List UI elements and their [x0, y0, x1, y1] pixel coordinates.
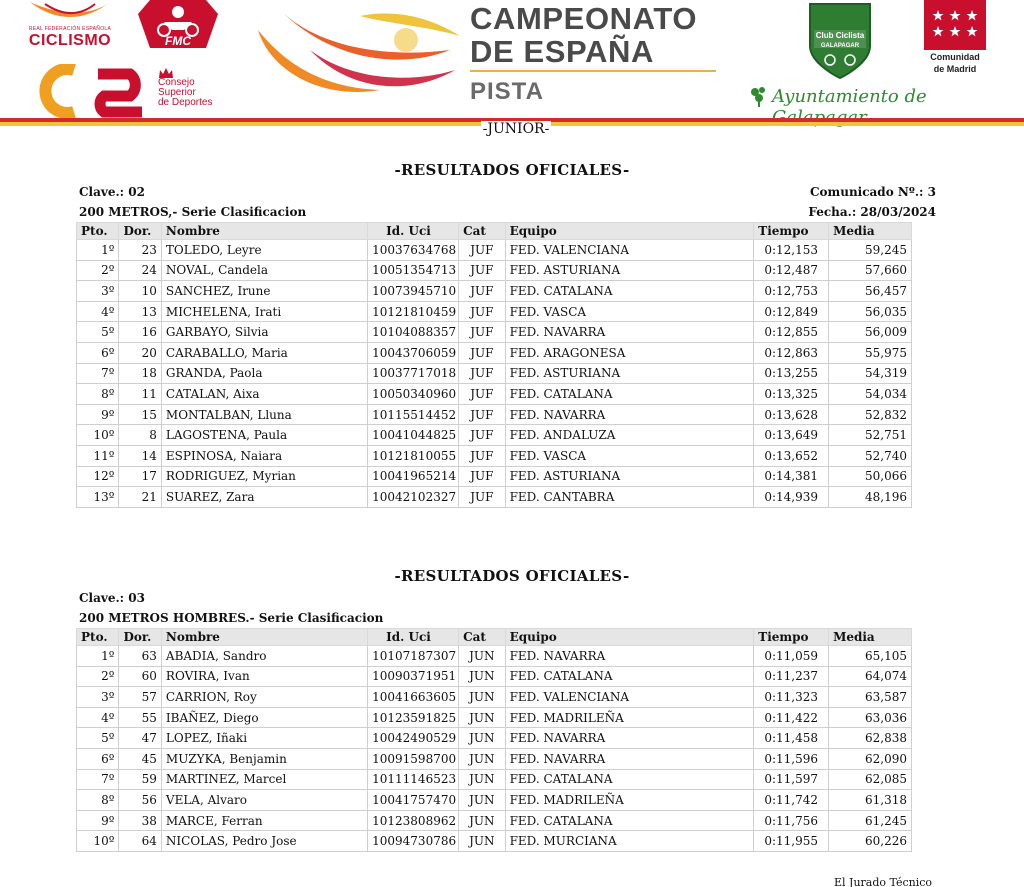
cell-tiempo: 0:11,955	[754, 831, 829, 852]
cell-uci: 10037717018	[368, 363, 459, 384]
cell-cat: JUN	[459, 769, 506, 790]
cell-uci: 10121810459	[368, 301, 459, 322]
cell-uci: 10111146523	[368, 769, 459, 790]
cell-cat: JUF	[459, 240, 506, 261]
table-row	[77, 342, 912, 363]
cell-equipo: FED. CATALANA	[505, 769, 754, 790]
cell-cat: JUF	[459, 404, 506, 425]
table-row	[77, 748, 912, 769]
table-row	[77, 322, 912, 343]
cell-tiempo: 0:13,649	[754, 425, 829, 446]
cell-uci: 10121810055	[368, 445, 459, 466]
cell-dor: 47	[119, 728, 161, 749]
cell-nombre: MUZYKA, Benjamin	[161, 748, 367, 769]
cell-tiempo: 0:13,325	[754, 384, 829, 405]
cell-nombre: MARTINEZ, Marcel	[161, 769, 367, 790]
col-header-uci: Id. Uci	[368, 223, 459, 240]
cell-cat: JUF	[459, 487, 506, 508]
block1-clave: Clave.: 02	[79, 185, 145, 199]
cell-tiempo: 0:12,855	[754, 322, 829, 343]
cell-media: 61,245	[829, 810, 912, 831]
cell-cat: JUN	[459, 728, 506, 749]
cell-tiempo: 0:11,458	[754, 728, 829, 749]
fmc-label: FMC	[165, 34, 191, 48]
cell-tiempo: 0:11,596	[754, 748, 829, 769]
swoosh-icon	[250, 0, 465, 110]
cell-pto: 1º	[77, 240, 119, 261]
cell-dor: 57	[119, 687, 161, 708]
table-row	[77, 646, 912, 667]
cell-dor: 18	[119, 363, 161, 384]
cell-media: 65,105	[829, 646, 912, 667]
cell-media: 48,196	[829, 487, 912, 508]
cell-uci: 10041663605	[368, 687, 459, 708]
col-header-equipo: Equipo	[505, 223, 754, 240]
cell-media: 60,226	[829, 831, 912, 852]
cell-nombre: MONTALBAN, Lluna	[161, 404, 367, 425]
table-row	[77, 707, 912, 728]
cell-nombre: LAGOSTENA, Paula	[161, 425, 367, 446]
cell-equipo: FED. MADRILEÑA	[505, 707, 754, 728]
cell-nombre: CATALAN, Aixa	[161, 384, 367, 405]
cell-equipo: FED. CATALANA	[505, 281, 754, 302]
cell-uci: 10042102327	[368, 487, 459, 508]
col-header-dor: Dor.	[119, 629, 161, 646]
cell-tiempo: 0:12,863	[754, 342, 829, 363]
col-header-tiempo: Tiempo	[754, 629, 829, 646]
block1-prueba: 200 METROS,- Serie Clasificacion	[79, 205, 307, 219]
col-header-nombre: Nombre	[161, 629, 367, 646]
block2-clave: Clave.: 03	[79, 591, 145, 605]
table-row	[77, 728, 912, 749]
rfec-logo	[20, 0, 120, 56]
title-line-2: DE ESPAÑA	[470, 34, 654, 69]
cell-tiempo: 0:12,153	[754, 240, 829, 261]
ayuntamiento-emblem-icon	[748, 84, 770, 108]
club-shield-icon	[806, 0, 874, 82]
cell-uci: 10115514452	[368, 404, 459, 425]
rfec-name: CICLISMO	[28, 32, 112, 49]
cell-equipo: FED. CATALANA	[505, 666, 754, 687]
col-header-dor: Dor.	[119, 223, 161, 240]
cell-uci: 10073945710	[368, 281, 459, 302]
cell-dor: 16	[119, 322, 161, 343]
cell-equipo: FED. CANTABRA	[505, 487, 754, 508]
cell-tiempo: 0:13,255	[754, 363, 829, 384]
cell-equipo: FED. VASCA	[505, 445, 754, 466]
club-line-2: GALAPAGAR	[820, 43, 860, 49]
cell-pto: 12º	[77, 466, 119, 487]
cell-tiempo: 0:11,237	[754, 666, 829, 687]
cell-uci: 10050340960	[368, 384, 459, 405]
cell-tiempo: 0:12,487	[754, 260, 829, 281]
cell-tiempo: 0:14,939	[754, 487, 829, 508]
cell-tiempo: 0:12,753	[754, 281, 829, 302]
cell-nombre: TOLEDO, Leyre	[161, 240, 367, 261]
cell-cat: JUN	[459, 687, 506, 708]
club-ciclista-galapagar-logo	[806, 0, 874, 86]
cell-cat: JUF	[459, 466, 506, 487]
cell-equipo: FED. CATALANA	[505, 384, 754, 405]
block2-prueba: 200 METROS HOMBRES.- Serie Clasificacion	[79, 611, 384, 625]
cell-dor: 17	[119, 466, 161, 487]
ayuntamiento-galapagar: Ayuntamiento de	[772, 86, 927, 107]
cell-tiempo: 0:13,628	[754, 404, 829, 425]
csd-line: Superior	[158, 87, 196, 98]
cell-dor: 21	[119, 487, 161, 508]
title-line-1: CAMPEONATO	[470, 1, 698, 36]
cell-equipo: FED. ASTURIANA	[505, 260, 754, 281]
cell-nombre: ABADIA, Sandro	[161, 646, 367, 667]
cell-media: 50,066	[829, 466, 912, 487]
category-label	[0, 121, 1024, 137]
table-row	[77, 445, 912, 466]
cell-cat: JUN	[459, 646, 506, 667]
table-row	[77, 687, 912, 708]
cell-equipo: FED. ANDALUZA	[505, 425, 754, 446]
cell-dor: 55	[119, 707, 161, 728]
cm-label-1: Comunidad	[930, 52, 980, 62]
cell-uci: 10043706059	[368, 342, 459, 363]
cell-tiempo: 0:14,381	[754, 466, 829, 487]
table-row	[77, 404, 912, 425]
cell-uci: 10123591825	[368, 707, 459, 728]
cell-cat: JUN	[459, 831, 506, 852]
cell-dor: 13	[119, 301, 161, 322]
cell-cat: JUN	[459, 790, 506, 811]
cell-media: 54,034	[829, 384, 912, 405]
cell-pto: 5º	[77, 728, 119, 749]
cell-nombre: GARBAYO, Silvia	[161, 322, 367, 343]
cell-uci: 10107187307	[368, 646, 459, 667]
cell-pto: 8º	[77, 790, 119, 811]
comunidad-madrid-logo	[922, 0, 988, 74]
cell-nombre: ESPINOSA, Naiara	[161, 445, 367, 466]
cell-uci: 10037634768	[368, 240, 459, 261]
cell-equipo: FED. NAVARRA	[505, 728, 754, 749]
document-header	[0, 0, 1024, 128]
cell-dor: 38	[119, 810, 161, 831]
rfec-small-label: REAL FEDERACIÓN ESPAÑOLA	[28, 26, 112, 32]
cell-equipo: FED. ASTURIANA	[505, 363, 754, 384]
cell-nombre: NOVAL, Candela	[161, 260, 367, 281]
table-header-row	[77, 223, 912, 240]
table-row	[77, 810, 912, 831]
madrid-flag-icon	[924, 0, 986, 50]
cell-media: 52,740	[829, 445, 912, 466]
col-header-media: Media	[829, 629, 912, 646]
cell-uci: 10104088357	[368, 322, 459, 343]
cell-tiempo: 0:12,849	[754, 301, 829, 322]
table-row	[77, 260, 912, 281]
cell-pto: 11º	[77, 445, 119, 466]
table-row	[77, 425, 912, 446]
cell-nombre: NICOLAS, Pedro Jose	[161, 831, 367, 852]
cell-dor: 63	[119, 646, 161, 667]
cell-dor: 56	[119, 790, 161, 811]
cell-media: 56,457	[829, 281, 912, 302]
cell-pto: 9º	[77, 810, 119, 831]
cell-uci: 10041044825	[368, 425, 459, 446]
block2-title: -RESULTADOS OFICIALES-	[394, 567, 630, 585]
cell-tiempo: 0:11,597	[754, 769, 829, 790]
cell-pto: 3º	[77, 281, 119, 302]
block1-comunicado: Comunicado Nº.: 3	[809, 185, 936, 199]
cell-media: 61,318	[829, 790, 912, 811]
cell-uci: 10041757470	[368, 790, 459, 811]
cell-pto: 2º	[77, 666, 119, 687]
col-header-uci: Id. Uci	[368, 629, 459, 646]
cell-nombre: LOPEZ, Iñaki	[161, 728, 367, 749]
cell-equipo: FED. NAVARRA	[505, 322, 754, 343]
csd-mark-icon	[34, 64, 150, 118]
csd-logo	[34, 64, 150, 122]
cell-pto: 5º	[77, 322, 119, 343]
cell-nombre: GRANDA, Paola	[161, 363, 367, 384]
cell-cat: JUF	[459, 445, 506, 466]
cell-media: 55,975	[829, 342, 912, 363]
cell-cat: JUF	[459, 342, 506, 363]
cell-media: 63,587	[829, 687, 912, 708]
cell-media: 56,009	[829, 322, 912, 343]
cell-pto: 10º	[77, 831, 119, 852]
cell-dor: 60	[119, 666, 161, 687]
cell-equipo: FED. VASCA	[505, 301, 754, 322]
cell-media: 56,035	[829, 301, 912, 322]
cell-nombre: CARABALLO, Maria	[161, 342, 367, 363]
cell-equipo: FED. NAVARRA	[505, 404, 754, 425]
cell-equipo: FED. CATALANA	[505, 810, 754, 831]
club-line-1: Club Ciclista	[815, 31, 865, 40]
table-header-row	[77, 629, 912, 646]
cell-uci: 10041965214	[368, 466, 459, 487]
fmc-shield-icon	[136, 0, 220, 50]
category-text: -JUNIOR-	[482, 121, 550, 137]
table-row	[77, 466, 912, 487]
cell-dor: 59	[119, 769, 161, 790]
cell-tiempo: 0:11,422	[754, 707, 829, 728]
col-header-media: Media	[829, 223, 912, 240]
title-divider	[470, 70, 716, 72]
cell-pto: 13º	[77, 487, 119, 508]
table-row	[77, 301, 912, 322]
rfec-wing-icon	[25, 0, 115, 26]
col-header-pto: Pto.	[77, 629, 119, 646]
csd-line: Consejo	[158, 77, 195, 88]
cell-uci: 10090371951	[368, 666, 459, 687]
cell-nombre: IBAÑEZ, Diego	[161, 707, 367, 728]
cell-media: 52,832	[829, 404, 912, 425]
col-header-tiempo: Tiempo	[754, 223, 829, 240]
cell-cat: JUN	[459, 666, 506, 687]
cell-nombre: SUAREZ, Zara	[161, 487, 367, 508]
cell-cat: JUF	[459, 301, 506, 322]
cell-equipo: FED. MURCIANA	[505, 831, 754, 852]
cell-pto: 1º	[77, 646, 119, 667]
cell-uci: 10042490529	[368, 728, 459, 749]
cell-uci: 10123808962	[368, 810, 459, 831]
cell-dor: 11	[119, 384, 161, 405]
cell-media: 63,036	[829, 707, 912, 728]
cell-cat: JUF	[459, 363, 506, 384]
cell-cat: JUN	[459, 748, 506, 769]
cell-dor: 10	[119, 281, 161, 302]
cell-pto: 2º	[77, 260, 119, 281]
col-header-pto: Pto.	[77, 223, 119, 240]
cell-dor: 24	[119, 260, 161, 281]
cell-equipo: FED. VALENCIANA	[505, 687, 754, 708]
cell-cat: JUF	[459, 384, 506, 405]
table-row	[77, 281, 912, 302]
cell-uci: 10051354713	[368, 260, 459, 281]
championship-swoosh-logo	[250, 0, 465, 114]
col-header-equipo: Equipo	[505, 629, 754, 646]
cell-cat: JUF	[459, 260, 506, 281]
block1-title: -RESULTADOS OFICIALES-	[394, 161, 630, 179]
cell-media: 59,245	[829, 240, 912, 261]
championship-discipline: PISTA	[470, 78, 544, 105]
cell-equipo: FED. VALENCIANA	[505, 240, 754, 261]
cell-tiempo: 0:11,756	[754, 810, 829, 831]
cell-pto: 6º	[77, 748, 119, 769]
cell-dor: 20	[119, 342, 161, 363]
cell-media: 57,660	[829, 260, 912, 281]
cell-dor: 23	[119, 240, 161, 261]
cell-nombre: VELA, Alvaro	[161, 790, 367, 811]
cell-pto: 6º	[77, 342, 119, 363]
cell-equipo: FED. ASTURIANA	[505, 466, 754, 487]
fmc-logo	[136, 0, 220, 54]
cell-equipo: FED. ARAGONESA	[505, 342, 754, 363]
cell-tiempo: 0:11,742	[754, 790, 829, 811]
cell-pto: 10º	[77, 425, 119, 446]
cell-cat: JUF	[459, 322, 506, 343]
results-table-1	[76, 222, 912, 508]
cell-pto: 7º	[77, 769, 119, 790]
table-row	[77, 363, 912, 384]
cell-dor: 45	[119, 748, 161, 769]
cell-pto: 4º	[77, 301, 119, 322]
cell-pto: 9º	[77, 404, 119, 425]
col-header-cat: Cat	[459, 223, 506, 240]
cell-tiempo: 0:11,059	[754, 646, 829, 667]
cell-pto: 7º	[77, 363, 119, 384]
cell-cat: JUF	[459, 281, 506, 302]
cell-cat: JUN	[459, 707, 506, 728]
cell-media: 62,838	[829, 728, 912, 749]
cell-pto: 3º	[77, 687, 119, 708]
cell-tiempo: 0:13,652	[754, 445, 829, 466]
cell-uci: 10094730786	[368, 831, 459, 852]
results-table-2	[76, 628, 912, 852]
cell-media: 52,751	[829, 425, 912, 446]
cell-media: 54,319	[829, 363, 912, 384]
cell-nombre: RODRIGUEZ, Myrian	[161, 466, 367, 487]
cell-cat: JUN	[459, 810, 506, 831]
col-header-nombre: Nombre	[161, 223, 367, 240]
cell-dor: 14	[119, 445, 161, 466]
cell-uci: 10091598700	[368, 748, 459, 769]
table-row	[77, 384, 912, 405]
block1-fecha: Fecha.: 28/03/2024	[808, 205, 936, 219]
cm-label-2: de Madrid	[933, 64, 977, 74]
championship-title	[470, 2, 697, 68]
table-row	[77, 831, 912, 852]
cell-media: 62,090	[829, 748, 912, 769]
cell-pto: 4º	[77, 707, 119, 728]
cell-equipo: FED. MADRILEÑA	[505, 790, 754, 811]
cell-nombre: MARCE, Ferran	[161, 810, 367, 831]
cell-pto: 8º	[77, 384, 119, 405]
col-header-cat: Cat	[459, 629, 506, 646]
cell-equipo: FED. NAVARRA	[505, 646, 754, 667]
jurado-signature-label: El Jurado Técnico	[834, 876, 933, 887]
table-row	[77, 769, 912, 790]
table-row	[77, 240, 912, 261]
cell-cat: JUF	[459, 425, 506, 446]
cell-equipo: FED. NAVARRA	[505, 748, 754, 769]
cell-media: 64,074	[829, 666, 912, 687]
table-row	[77, 790, 912, 811]
table-row	[77, 666, 912, 687]
cell-media: 62,085	[829, 769, 912, 790]
csd-text	[158, 78, 212, 108]
csd-line: de Deportes	[158, 97, 213, 108]
cell-nombre: SANCHEZ, Irune	[161, 281, 367, 302]
cell-nombre: CARRION, Roy	[161, 687, 367, 708]
cell-tiempo: 0:11,323	[754, 687, 829, 708]
cell-nombre: MICHELENA, Irati	[161, 301, 367, 322]
cell-dor: 8	[119, 425, 161, 446]
cell-nombre: ROVIRA, Ivan	[161, 666, 367, 687]
cell-dor: 64	[119, 831, 161, 852]
table-row	[77, 487, 912, 508]
cell-dor: 15	[119, 404, 161, 425]
